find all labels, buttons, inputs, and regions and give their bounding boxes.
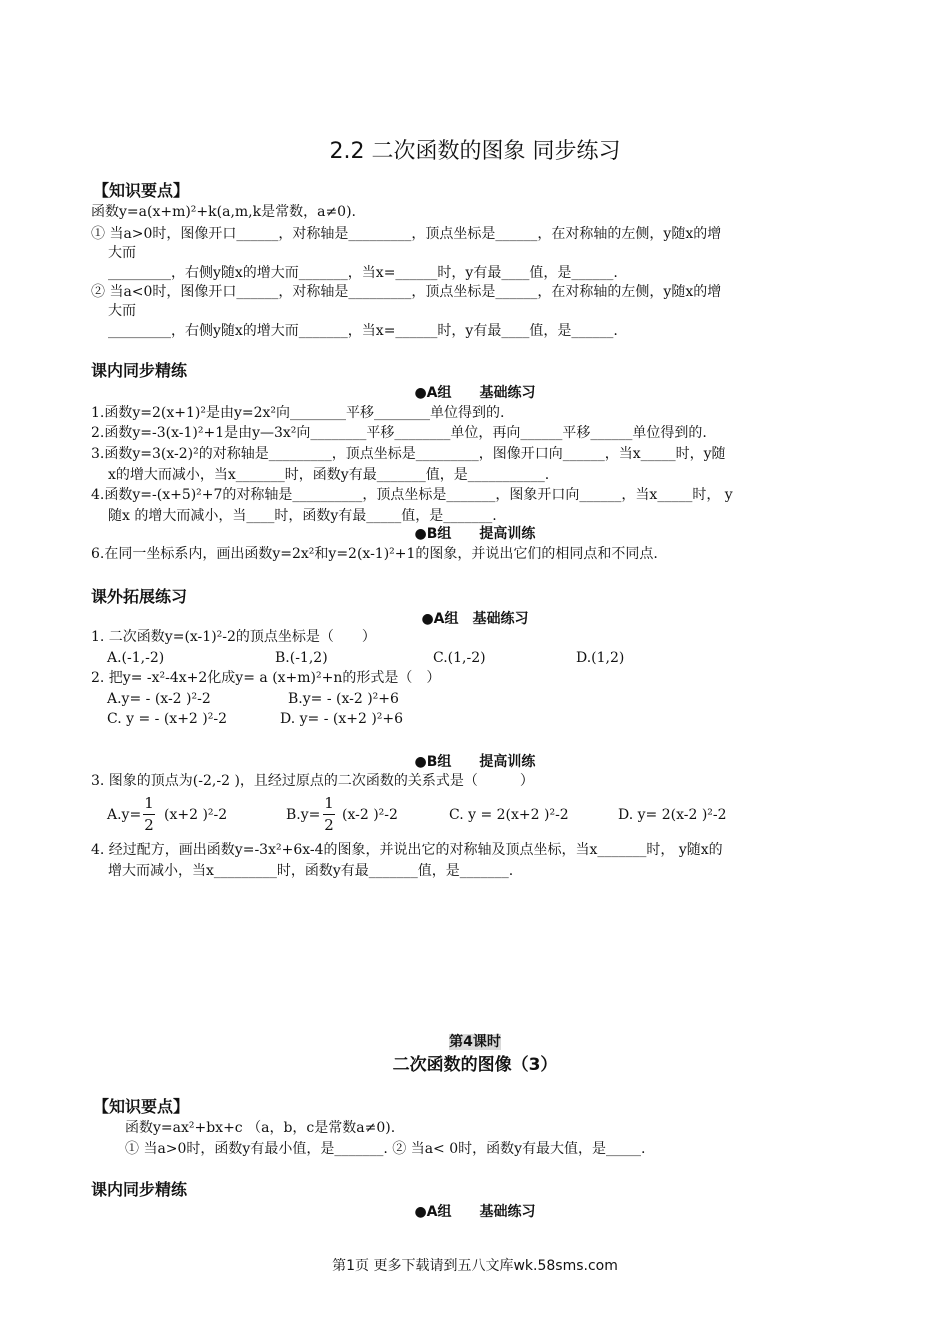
in-class-q3-line1: 3.函数y=3(x-2)²的对称轴是_________，顶点坐标是_________，图像开口向______，当x_____时，y随 [91, 446, 726, 462]
in-class-q6: 6.在同一坐标系内，画出函数y=2x²和y=2(x-1)²+1的图象，并说出它们的相同点和不同点. [91, 546, 658, 562]
lesson-label [0, 1033, 950, 1051]
extra-q4-line1: 4. 经过配方，画出函数y=-3x²+6x-4的图象，并说出它的对称轴及顶点坐标，当x_______时， y随x的 [91, 842, 723, 858]
extra-q2-option-d: D. y= - (x+2 )²+6 [280, 711, 404, 727]
page-title: 2.2 二次函数的图象 同步练习 [329, 139, 621, 164]
extra-q2-option-c: C. y = - (x+2 )²-2 [107, 711, 227, 727]
knowledge-item2-line2: 大而 [108, 303, 136, 319]
in-class-q1: 1.函数y=2(x+1)²是由y=2x²向________平移________单位得到的. [91, 405, 505, 421]
fraction-b-denominator: 2 [324, 816, 334, 834]
in-class-group-a: ●A组 基础练习 [414, 385, 536, 401]
extra-group-a: ●A组 基础练习 [421, 611, 529, 627]
knowledge-intro: 函数y=a(x+m)²+k(a,m,k是常数，a≠0). [91, 204, 357, 220]
fraction-b-bar [323, 814, 335, 815]
in-class-q3-line2: x的增大而减小，当x_______时，函数y有最_______值，是___________. [108, 467, 550, 483]
extra-q1-option-d: D.(1,2) [576, 650, 625, 666]
knowledge-item1-line1: ① 当a>0时，图像开口______，对称轴是_________，顶点坐标是______，在对称轴的左侧，y随x的增 [91, 226, 722, 242]
in-class-group-b: ●B组 提高训练 [414, 526, 536, 542]
extra-q1-option-c: C.(1,-2) [433, 650, 486, 666]
extra-q3-option-a-prefix: A.y= [107, 807, 142, 823]
extra-q3: 3. 图象的顶点为(-2,-2 )，且经过原点的二次函数的关系式是（ ） [91, 773, 534, 789]
extra-q3-option-a-rest: (x+2 )²-2 [164, 807, 228, 823]
in-class-q4-line2: 随x 的增大而减小，当____时，函数y有最_____值，是_______. [108, 508, 497, 524]
fraction-a-numerator: 1 [144, 794, 154, 812]
fraction-a-denominator: 2 [144, 816, 154, 834]
extra-q3-option-b-prefix: B.y= [286, 807, 321, 823]
knowledge-item2-line3: _________，右侧y随x的增大而_______，当x=______时，y有最____值，是______. [108, 323, 618, 339]
extra-q3-option-b-rest: (x-2 )²-2 [342, 807, 398, 823]
extra-q2-option-b: B.y= - (x-2 )²+6 [288, 691, 399, 707]
extra-q3-option-c: C. y = 2(x+2 )²-2 [449, 807, 569, 823]
lesson-title: 二次函数的图像（3） [392, 1055, 558, 1075]
in-class-q2: 2.函数y=-3(x-1)²+1是由y—3x²向________平移________单位，再向______平移______单位得到的. [91, 425, 707, 441]
extra-q1-option-a: A.(-1,-2) [107, 650, 165, 666]
extra-q2-option-a: A.y= - (x-2 )²-2 [107, 691, 211, 707]
page-footer: 第1页 更多下载请到五八文库wk.58sms.com [332, 1258, 618, 1274]
in-class-heading: 课内同步精练 [91, 361, 188, 380]
knowledge-heading: 【知识要点】 [93, 181, 190, 200]
fraction-a-bar [143, 814, 155, 815]
fraction-b-numerator: 1 [324, 794, 334, 812]
in-class-q4-line1: 4.函数y=-(x+5)²+7的对称轴是__________，顶点坐标是_______，图象开口向______，当x_____时， y [91, 487, 733, 503]
knowledge-item1-line3: _________，右侧y随x的增大而_______，当x=______时，y有最____值，是______. [108, 265, 618, 281]
lesson-label-text: 第4课时 [449, 1034, 501, 1050]
knowledge-item2-line1: ② 当a<0时，图像开口______，对称轴是_________，顶点坐标是______，在对称轴的左侧，y随x的增 [91, 284, 722, 300]
extra-group-b: ●B组 提高训练 [414, 754, 536, 770]
knowledge-item1-line2: 大而 [108, 245, 136, 261]
extra-q2: 2. 把y= -x²-4x+2化成y= a (x+m)²+n的形式是（ ） [91, 670, 441, 686]
lesson-group-a: ●A组 基础练习 [414, 1204, 536, 1220]
lesson-knowledge-heading: 【知识要点】 [93, 1097, 190, 1116]
extra-q1: 1. 二次函数y=(x-1)²-2的顶点坐标是（ ） [91, 629, 376, 645]
extra-heading: 课外拓展练习 [91, 587, 188, 606]
lesson-knowledge-item: ① 当a>0时，函数y有最小值，是_______. ② 当a< 0时，函数y有最大值，是_____. [125, 1141, 646, 1157]
lesson-knowledge-intro: 函数y=ax²+bx+c （a，b，c是常数a≠0). [125, 1120, 396, 1136]
lesson-in-class-heading: 课内同步精练 [91, 1180, 188, 1199]
extra-q1-option-b: B.(-1,2) [275, 650, 328, 666]
extra-q3-option-d: D. y= 2(x-2 )²-2 [618, 807, 727, 823]
extra-q4-line2: 增大而减小，当x_________时，函数y有最_______值，是_______. [108, 863, 514, 879]
